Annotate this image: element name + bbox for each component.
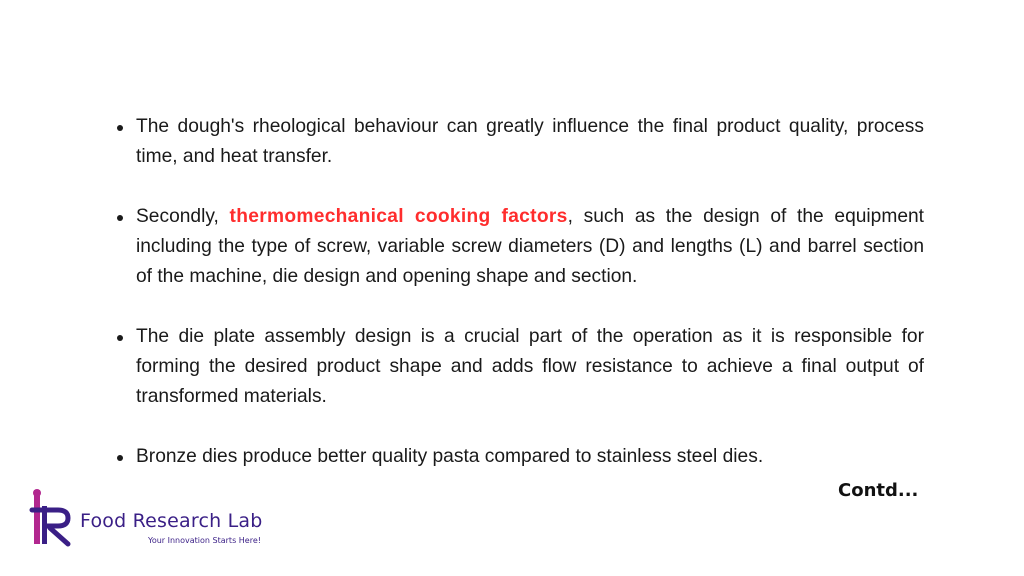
bullet-text-suffix: , such as the design of the equipment including the type of screw, variable screw diameters (D) and lengths (L) and barrel section of the machine, die design and opening shape and section. <box>136 206 925 287</box>
food-research-lab-logo <box>28 488 278 548</box>
highlighted-term: thermomechanical cooking factors <box>229 206 568 227</box>
bullet-dot <box>117 335 123 341</box>
frl-logo-mark-icon <box>28 488 78 548</box>
bullet-item-thermomechanical <box>114 202 924 292</box>
bullet-text: The dough's rheological behaviour can greatly influence the final product quality, process time, and heat transfer. <box>136 116 924 167</box>
bullet-list <box>114 112 924 472</box>
logo-tagline: Your Innovation Starts Here! <box>148 536 261 545</box>
bullet-text-prefix: Secondly, <box>136 206 230 227</box>
bullet-dot <box>117 215 123 221</box>
bullet-dot <box>117 125 123 131</box>
bullet-item-die-plate <box>114 322 924 412</box>
bullet-text: Bronze dies produce better quality pasta compared to stainless steel dies. <box>136 446 764 467</box>
bullet-text: The die plate assembly design is a crucial part of the operation as it is responsible for forming the desired product shape and adds flow resistance to achieve a final output of transformed materials. <box>136 326 924 407</box>
bullet-item-bronze-dies <box>114 442 924 472</box>
bullet-item-dough-rheology <box>114 112 924 172</box>
continued-label: Contd... <box>838 480 919 501</box>
bullet-dot <box>117 455 123 461</box>
logo-name: Food Research Lab <box>80 510 263 532</box>
